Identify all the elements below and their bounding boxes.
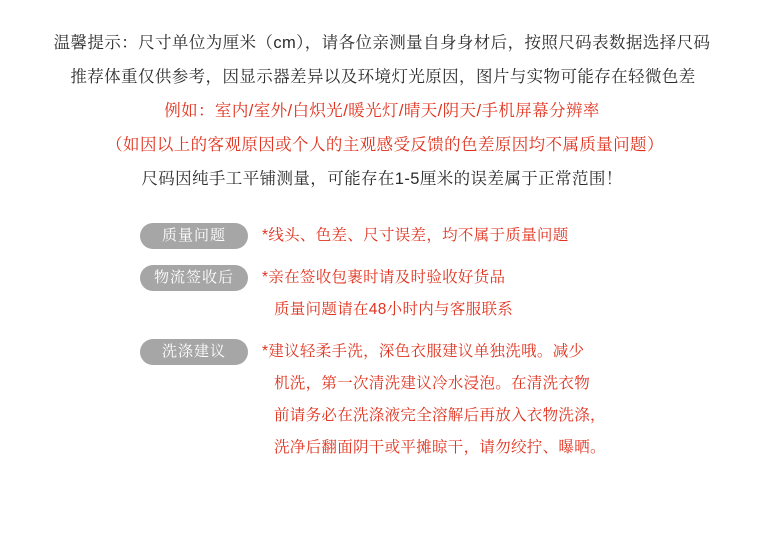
section-text: *线头、色差、尺寸误差，均不属于质量问题 (262, 227, 569, 244)
section-tag-after-delivery: 物流签收后 (140, 265, 248, 291)
section-washing-advice (140, 336, 740, 464)
top-notice-block (0, 0, 764, 196)
section-body-after-delivery (262, 262, 513, 326)
notice-line-1: 温馨提示：尺寸单位为厘米（cm），请各位亲测量自身身材后，按照尺码表数据选择尺码 (53, 34, 711, 52)
section-text: *建议轻柔手洗，深色衣服建议单独洗哦。减少 (262, 343, 585, 360)
section-text: 质量问题请在48小时内与客服联系 (274, 301, 514, 318)
notice-line-5: 尺码因纯手工平铺测量，可能存在1-5厘米的误差属于正常范围！ (141, 170, 623, 188)
section-text: 洗净后翻面阴干或平摊晾干，请勿绞拧、曝晒。 (274, 439, 606, 456)
section-quality-issue (140, 220, 740, 252)
section-text: *亲在签收包裹时请及时验收好货品 (262, 269, 506, 286)
section-body-quality-issue (262, 220, 569, 252)
notice-line-4: （如因以上的客观原因或个人的主观感受反馈的色差原因均不属质量问题） (106, 136, 664, 154)
section-text: 前请务必在洗涤液完全溶解后再放入衣物洗涤， (274, 407, 606, 424)
section-after-delivery (140, 262, 740, 326)
section-text: 机洗，第一次清洗建议冷水浸泡。在清洗衣物 (274, 375, 591, 392)
notice-line-2: 推荐体重仅供参考，因显示器差异以及环境灯光原因，图片与实物可能存在轻微色差 (70, 68, 696, 86)
notice-line-3: 例如：室内/室外/白炽光/暖光灯/晴天/阴天/手机屏幕分辨率 (164, 102, 600, 120)
section-tag-quality-issue: 质量问题 (140, 223, 248, 249)
policy-sections (0, 220, 764, 464)
section-tag-washing-advice: 洗涤建议 (140, 339, 248, 365)
section-body-washing-advice (262, 336, 606, 464)
